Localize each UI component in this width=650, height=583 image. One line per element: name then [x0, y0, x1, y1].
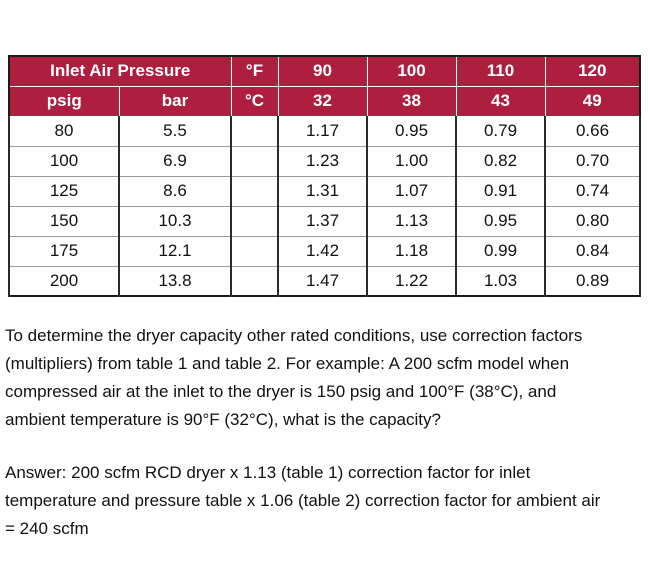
answer-paragraph — [5, 459, 650, 543]
table-row — [9, 146, 640, 176]
header-row-2 — [9, 86, 640, 116]
bar-header: bar — [119, 86, 231, 116]
factor-110f: 1.03 — [456, 266, 545, 296]
table-row — [9, 176, 640, 206]
factor-120f: 0.84 — [545, 236, 640, 266]
fahrenheit-unit-header: °F — [231, 56, 278, 86]
temp-c-header: 32 — [278, 86, 367, 116]
table-header — [9, 56, 640, 116]
factor-90f: 1.37 — [278, 206, 367, 236]
psig-value: 150 — [9, 206, 119, 236]
table-row — [9, 116, 640, 146]
table-body — [9, 116, 640, 296]
factor-100f: 0.95 — [367, 116, 456, 146]
temp-spacer-cell — [231, 206, 278, 236]
factor-110f: 0.99 — [456, 236, 545, 266]
text-line: = 240 scfm — [5, 519, 89, 538]
bar-value: 12.1 — [119, 236, 231, 266]
psig-value: 100 — [9, 146, 119, 176]
factor-120f: 0.74 — [545, 176, 640, 206]
factor-100f: 1.18 — [367, 236, 456, 266]
bar-value: 8.6 — [119, 176, 231, 206]
factor-90f: 1.42 — [278, 236, 367, 266]
factor-90f: 1.47 — [278, 266, 367, 296]
factor-120f: 0.89 — [545, 266, 640, 296]
bar-value: 13.8 — [119, 266, 231, 296]
inlet-air-pressure-header: Inlet Air Pressure — [9, 56, 231, 86]
factor-120f: 0.66 — [545, 116, 640, 146]
header-row-1 — [9, 56, 640, 86]
factor-120f: 0.70 — [545, 146, 640, 176]
factor-90f: 1.17 — [278, 116, 367, 146]
temp-c-header: 43 — [456, 86, 545, 116]
factor-110f: 0.95 — [456, 206, 545, 236]
bar-value: 6.9 — [119, 146, 231, 176]
temp-f-header: 110 — [456, 56, 545, 86]
bar-value: 10.3 — [119, 206, 231, 236]
table-row — [9, 266, 640, 296]
correction-factor-table — [8, 55, 641, 297]
text-line: To determine the dryer capacity other rated conditions, use correction factors — [5, 326, 583, 345]
text-line: ambient temperature is 90°F (32°C), what is the capacity? — [5, 410, 441, 429]
text-line: temperature and pressure table x 1.06 (table 2) correction factor for ambient air — [5, 491, 601, 510]
temp-f-header: 100 — [367, 56, 456, 86]
factor-120f: 0.80 — [545, 206, 640, 236]
factor-110f: 0.91 — [456, 176, 545, 206]
factor-100f: 1.13 — [367, 206, 456, 236]
factor-110f: 0.79 — [456, 116, 545, 146]
temp-c-header: 49 — [545, 86, 640, 116]
table-row — [9, 236, 640, 266]
factor-110f: 0.82 — [456, 146, 545, 176]
factor-100f: 1.22 — [367, 266, 456, 296]
text-line: Answer: 200 scfm RCD dryer x 1.13 (table 1) correction factor for inlet — [5, 463, 531, 482]
celsius-unit-header: °C — [231, 86, 278, 116]
psig-value: 175 — [9, 236, 119, 266]
factor-100f: 1.07 — [367, 176, 456, 206]
temp-c-header: 38 — [367, 86, 456, 116]
psig-value: 80 — [9, 116, 119, 146]
table-row — [9, 206, 640, 236]
factor-100f: 1.00 — [367, 146, 456, 176]
psig-value: 200 — [9, 266, 119, 296]
temp-spacer-cell — [231, 266, 278, 296]
temp-f-header: 90 — [278, 56, 367, 86]
temp-f-header: 120 — [545, 56, 640, 86]
temp-spacer-cell — [231, 146, 278, 176]
text-line: (multipliers) from table 1 and table 2. For example: A 200 scfm model when — [5, 354, 570, 373]
psig-header: psig — [9, 86, 119, 116]
temp-spacer-cell — [231, 176, 278, 206]
factor-90f: 1.31 — [278, 176, 367, 206]
bar-value: 5.5 — [119, 116, 231, 146]
factor-90f: 1.23 — [278, 146, 367, 176]
psig-value: 125 — [9, 176, 119, 206]
text-line: compressed air at the inlet to the dryer is 150 psig and 100°F (38°C), and — [5, 382, 557, 401]
temp-spacer-cell — [231, 116, 278, 146]
question-paragraph — [5, 322, 650, 434]
temp-spacer-cell — [231, 236, 278, 266]
